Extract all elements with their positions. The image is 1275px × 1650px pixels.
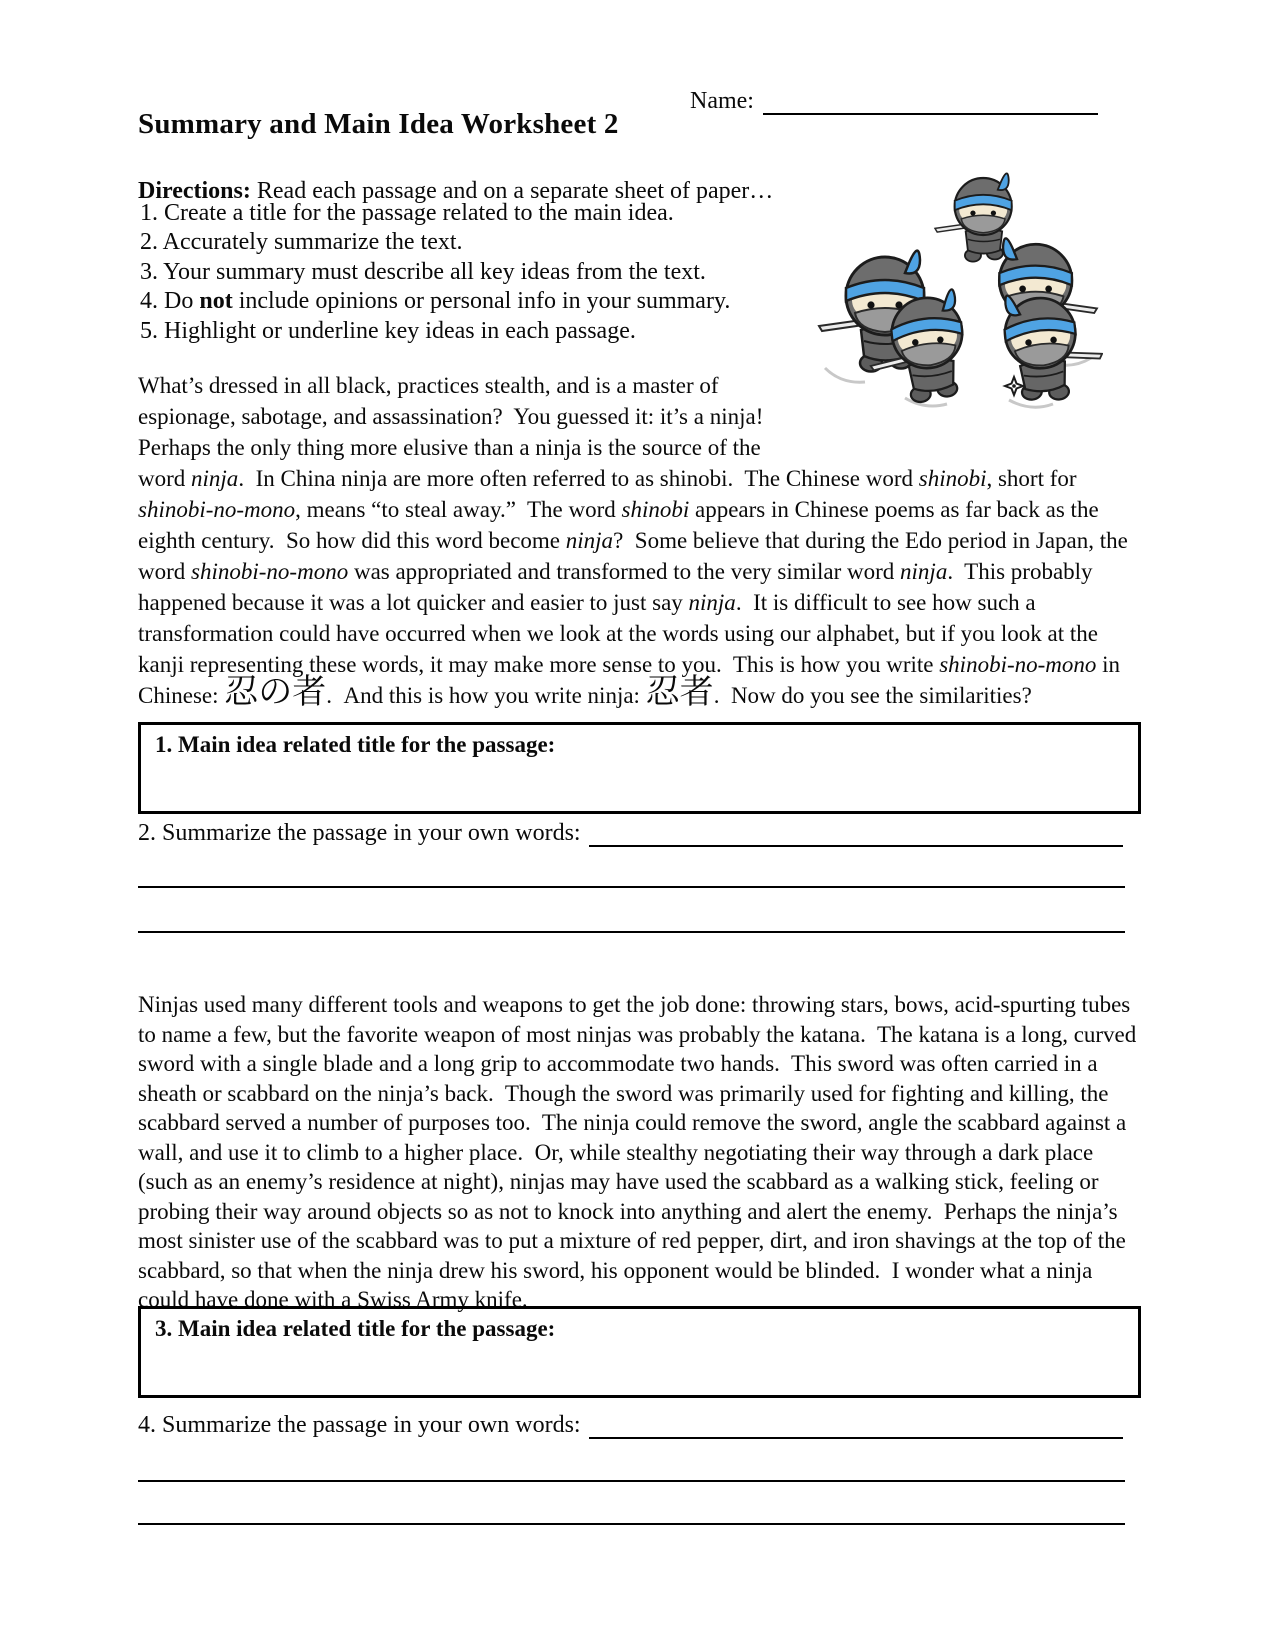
q3-title-box[interactable] [138,1306,1141,1398]
name-label: Name: [690,88,754,114]
name-input-line[interactable] [763,89,1098,115]
q3-label: 3. Main idea related title for the passage: [155,1316,556,1341]
instruction-item-1: 1. Create a title for the passage related to the main idea. [140,200,674,226]
image-wrap-spacer [766,370,1138,434]
name-row [690,88,1098,115]
q4-label: 4. Summarize the passage in your own words: [138,1412,581,1438]
directions-text: Read each passage and on a separate sheet of paper… [250,178,774,204]
instruction-item-2: 2. Accurately summarize the text. [140,229,463,256]
q1-title-box[interactable] [138,722,1141,814]
instruction-item-4 [140,287,730,316]
q1-label: 1. Main idea related title for the passage: [155,732,556,757]
q2-label: 2. Summarize the passage in your own words: [138,820,581,846]
instruction-item-4-bold: not [199,288,233,315]
passage-2: Ninjas used many different tools and weapons to get the job done: throwing stars, bows, acid-spurting tubes to name a few, but the favorite weapon of most ninjas was probably the katana. The katana is a long, curved sword with a single blade and a long grip to accommodate two hands. This sword was often carried in a sheath or scabbard on the ninja’s back. Though the sword was primarily used for fighting and killing, the scabbard served a number of purposes too. The ninja could remove the sword, angle the scabbard against a wall, and use it to climb to a higher place. Or, while stealthy negotiating their way through a dark place (such as an enemy’s residence at night), ninjas may have used the scabbard as a walking stick, feeling or probing their way around objects so as not to knock into anything and alert the enemy. Perhaps the ninja’s most sinister use of the scabbard was to put a mixture of red pepper, dirt, and iron shavings at the top of the scabbard, so that when the ninja drew his sword, his opponent would be blinded. I wonder what a ninja could have done with a Swiss Army knife. [138,992,1143,1312]
passage-1 [138,370,1138,711]
passage-1-text: What’s dressed in all black, practices stealth, and is a master of espionage, sabotage, and assassination? You guessed it: it’s a ninja! Perhaps the only thing more elusive than a ninja is the source of the word ninja. In China ninja are more often referred to as shinobi. The Chinese word shinobi, short for shinobi-no-mono, means “to steal away.” The word shinobi appears in Chinese poems as far back as the eighth century. So how did this word become ninja? Some believe that during the Edo period in Japan, the word shinobi-no-mono was appropriated and transformed to the very similar word ninja. This probably happened because it was a lot quicker and easier to just say ninja. It is difficult to see how such a transformation could have occurred when we look at the words using our alphabet, but if you look at the kanji representing these words, it may make more sense to you. This is how you write shinobi-no-mono in Chinese: 忍の者. And this is how you write ninja: 忍者. Now do you see the similarities? [138,373,1134,712]
instruction-item-5: 5. Highlight or underline key ideas in each passage. [140,317,636,344]
q4-answer-line[interactable] [589,1427,1123,1439]
q2-row [138,820,1123,847]
ninja-top [935,173,1012,261]
instruction-list [140,199,730,346]
q4-row [138,1412,1123,1439]
page-title: Summary and Main Idea Worksheet 2 [138,108,619,140]
instruction-item-4-post: include opinions or personal info in your summary. [232,288,731,315]
instruction-item-4-pre: 4. Do [140,288,200,315]
q2-answer-line[interactable] [589,835,1123,847]
q4-answer-line-2[interactable] [138,1480,1125,1482]
q4-answer-line-3[interactable] [138,1523,1125,1525]
q2-answer-line-2[interactable] [138,886,1125,888]
directions-label: Directions: [138,178,251,204]
instruction-item-3: 3. Your summary must describe all key ideas from the text. [140,258,706,285]
q2-answer-line-3[interactable] [138,931,1125,933]
